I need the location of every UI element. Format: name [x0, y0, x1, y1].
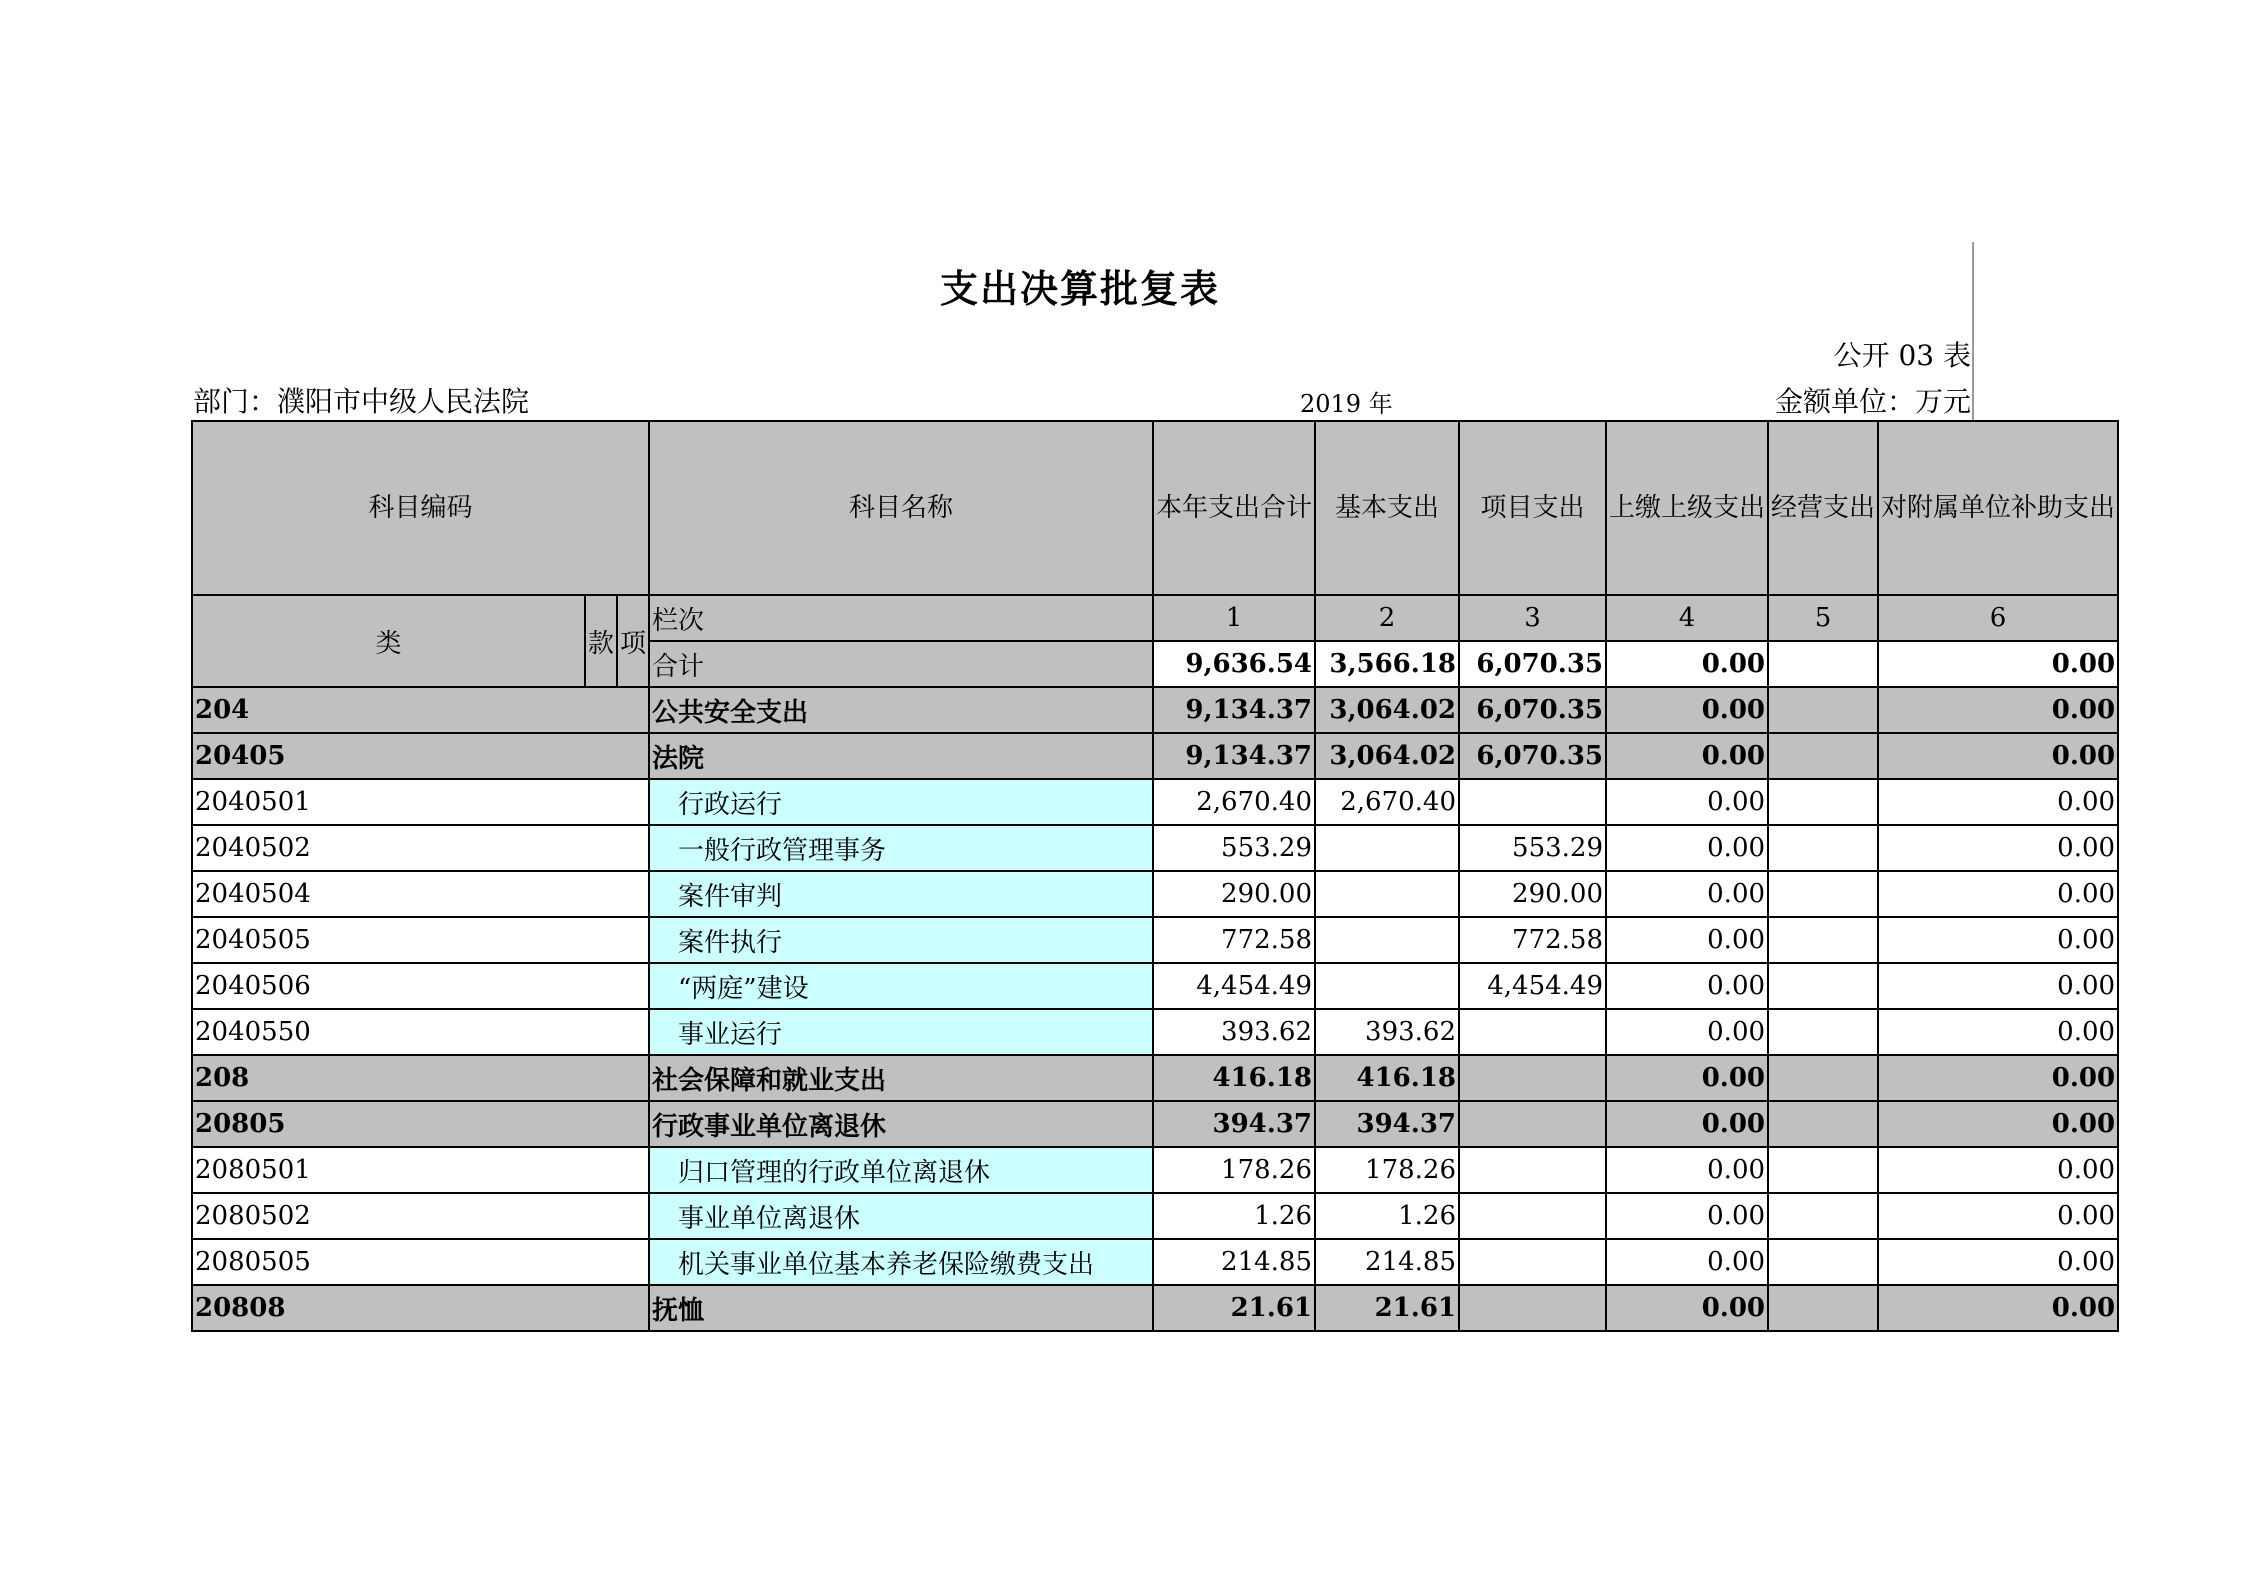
- row-code: 2040502: [192, 825, 649, 871]
- row-upper: 0.00: [1606, 779, 1768, 825]
- header-basic: 基本支出: [1315, 421, 1459, 595]
- row-basic: 2,670.40: [1315, 779, 1459, 825]
- row-total: 416.18: [1153, 1055, 1315, 1101]
- header-upper: 上缴上级支出: [1606, 421, 1768, 595]
- row-total: 214.85: [1153, 1239, 1315, 1285]
- department-label: 部门：濮阳市中级人民法院: [193, 385, 530, 418]
- row-business: [1768, 733, 1878, 779]
- row-project: [1459, 1147, 1606, 1193]
- header-subsidy: 对附属单位补助支出: [1878, 421, 2118, 595]
- table-row: [192, 917, 2118, 963]
- row-subsidy: 0.00: [1878, 1009, 2118, 1055]
- header-code: 科目编码: [192, 421, 649, 595]
- row-project: 772.58: [1459, 917, 1606, 963]
- row-basic: 3,064.02: [1315, 733, 1459, 779]
- page-title: 支出决算批复表: [939, 267, 1220, 311]
- row-code: 2040550: [192, 1009, 649, 1055]
- row-upper: 0.00: [1606, 733, 1768, 779]
- row-subsidy: 0.00: [1878, 1147, 2118, 1193]
- row-subsidy: 0.00: [1878, 779, 2118, 825]
- row-code: 20805: [192, 1101, 649, 1147]
- table-row: [192, 963, 2118, 1009]
- row-upper: 0.00: [1606, 1239, 1768, 1285]
- total-upper: 0.00: [1606, 641, 1768, 687]
- column-index-row: [192, 595, 2118, 641]
- row-code: 2040504: [192, 871, 649, 917]
- row-business: [1768, 1239, 1878, 1285]
- row-project: 6,070.35: [1459, 733, 1606, 779]
- row-business: [1768, 1055, 1878, 1101]
- row-name: 案件执行: [649, 917, 1153, 963]
- header-row: [192, 421, 2118, 595]
- row-business: [1768, 1101, 1878, 1147]
- row-subsidy: 0.00: [1878, 1193, 2118, 1239]
- row-project: [1459, 1285, 1606, 1331]
- table-row: [192, 1285, 2118, 1331]
- row-project: [1459, 1239, 1606, 1285]
- row-name: 行政运行: [649, 779, 1153, 825]
- total-total: 9,636.54: [1153, 641, 1315, 687]
- table-row: [192, 733, 2118, 779]
- row-subsidy: 0.00: [1878, 917, 2118, 963]
- header-name: 科目名称: [649, 421, 1153, 595]
- row-basic: 178.26: [1315, 1147, 1459, 1193]
- row-subsidy: 0.00: [1878, 1055, 2118, 1101]
- row-project: 290.00: [1459, 871, 1606, 917]
- col-index-6: 6: [1878, 595, 2118, 641]
- row-code: 204: [192, 687, 649, 733]
- row-project: [1459, 1101, 1606, 1147]
- row-upper: 0.00: [1606, 963, 1768, 1009]
- total-label: 合计: [649, 641, 1153, 687]
- header-lei: 类: [192, 595, 585, 687]
- row-subsidy: 0.00: [1878, 1101, 2118, 1147]
- row-total: 9,134.37: [1153, 687, 1315, 733]
- row-upper: 0.00: [1606, 825, 1768, 871]
- header-lanci: 栏次: [649, 595, 1153, 641]
- row-name: 机关事业单位基本养老保险缴费支出: [649, 1239, 1153, 1285]
- row-code: 208: [192, 1055, 649, 1101]
- row-total: 553.29: [1153, 825, 1315, 871]
- row-code: 2080505: [192, 1239, 649, 1285]
- row-project: [1459, 1055, 1606, 1101]
- row-project: [1459, 1009, 1606, 1055]
- row-basic: [1315, 917, 1459, 963]
- row-code: 2040501: [192, 779, 649, 825]
- row-basic: [1315, 871, 1459, 917]
- row-business: [1768, 917, 1878, 963]
- row-total: 1.26: [1153, 1193, 1315, 1239]
- row-name: 公共安全支出: [649, 687, 1153, 733]
- row-subsidy: 0.00: [1878, 1285, 2118, 1331]
- row-total: 4,454.49: [1153, 963, 1315, 1009]
- row-upper: 0.00: [1606, 1147, 1768, 1193]
- row-upper: 0.00: [1606, 871, 1768, 917]
- row-basic: 1.26: [1315, 1193, 1459, 1239]
- table-row: [192, 825, 2118, 871]
- total-subsidy: 0.00: [1878, 641, 2118, 687]
- row-business: [1768, 1285, 1878, 1331]
- expenditure-table: [191, 420, 2119, 1332]
- row-project: [1459, 1193, 1606, 1239]
- header-business: 经营支出: [1768, 421, 1878, 595]
- table-row: [192, 779, 2118, 825]
- col-index-4: 4: [1606, 595, 1768, 641]
- header-kuan: 款: [585, 595, 617, 687]
- header-project: 项目支出: [1459, 421, 1606, 595]
- row-subsidy: 0.00: [1878, 871, 2118, 917]
- table-row: [192, 1239, 2118, 1285]
- row-name: 事业运行: [649, 1009, 1153, 1055]
- row-upper: 0.00: [1606, 1055, 1768, 1101]
- table-row: [192, 1193, 2118, 1239]
- table-row: [192, 1101, 2118, 1147]
- row-code: 2080502: [192, 1193, 649, 1239]
- year-label: 2019 年: [1300, 390, 1393, 418]
- row-basic: 393.62: [1315, 1009, 1459, 1055]
- table-row: [192, 871, 2118, 917]
- row-code: 20808: [192, 1285, 649, 1331]
- amount-unit-label: 金额单位：万元: [1774, 385, 1971, 418]
- col-index-3: 3: [1459, 595, 1606, 641]
- row-project: 553.29: [1459, 825, 1606, 871]
- row-upper: 0.00: [1606, 687, 1768, 733]
- divider-line: [1972, 242, 1974, 422]
- row-subsidy: 0.00: [1878, 1239, 2118, 1285]
- row-total: 178.26: [1153, 1147, 1315, 1193]
- row-total: 21.61: [1153, 1285, 1315, 1331]
- row-subsidy: 0.00: [1878, 825, 2118, 871]
- row-code: 2080501: [192, 1147, 649, 1193]
- table-row: [192, 1055, 2118, 1101]
- row-business: [1768, 963, 1878, 1009]
- row-basic: 394.37: [1315, 1101, 1459, 1147]
- row-subsidy: 0.00: [1878, 963, 2118, 1009]
- row-name: 社会保障和就业支出: [649, 1055, 1153, 1101]
- row-basic: 214.85: [1315, 1239, 1459, 1285]
- row-basic: 416.18: [1315, 1055, 1459, 1101]
- form-number: 公开 03 表: [1833, 339, 1971, 372]
- col-index-2: 2: [1315, 595, 1459, 641]
- row-name: 行政事业单位离退休: [649, 1101, 1153, 1147]
- row-upper: 0.00: [1606, 1009, 1768, 1055]
- row-name: 抚恤: [649, 1285, 1153, 1331]
- row-name: 一般行政管理事务: [649, 825, 1153, 871]
- row-upper: 0.00: [1606, 1101, 1768, 1147]
- row-name: 归口管理的行政单位离退休: [649, 1147, 1153, 1193]
- row-total: 9,134.37: [1153, 733, 1315, 779]
- row-total: 393.62: [1153, 1009, 1315, 1055]
- row-total: 772.58: [1153, 917, 1315, 963]
- row-business: [1768, 687, 1878, 733]
- col-index-1: 1: [1153, 595, 1315, 641]
- row-code: 2040505: [192, 917, 649, 963]
- row-basic: 3,064.02: [1315, 687, 1459, 733]
- row-business: [1768, 1193, 1878, 1239]
- row-business: [1768, 779, 1878, 825]
- row-project: 6,070.35: [1459, 687, 1606, 733]
- row-project: [1459, 779, 1606, 825]
- header-xiang: 项: [617, 595, 649, 687]
- row-upper: 0.00: [1606, 1285, 1768, 1331]
- row-upper: 0.00: [1606, 1193, 1768, 1239]
- row-name: 法院: [649, 733, 1153, 779]
- header-total: 本年支出合计: [1153, 421, 1315, 595]
- row-subsidy: 0.00: [1878, 733, 2118, 779]
- row-basic: [1315, 825, 1459, 871]
- row-business: [1768, 1147, 1878, 1193]
- row-total: 2,670.40: [1153, 779, 1315, 825]
- col-index-5: 5: [1768, 595, 1878, 641]
- row-subsidy: 0.00: [1878, 687, 2118, 733]
- table-row: [192, 1147, 2118, 1193]
- row-business: [1768, 871, 1878, 917]
- row-code: 20405: [192, 733, 649, 779]
- total-business: [1768, 641, 1878, 687]
- total-basic: 3,566.18: [1315, 641, 1459, 687]
- row-basic: [1315, 963, 1459, 1009]
- row-name: 案件审判: [649, 871, 1153, 917]
- row-project: 4,454.49: [1459, 963, 1606, 1009]
- row-business: [1768, 825, 1878, 871]
- row-total: 290.00: [1153, 871, 1315, 917]
- row-code: 2040506: [192, 963, 649, 1009]
- table-row: [192, 687, 2118, 733]
- row-name: 事业单位离退休: [649, 1193, 1153, 1239]
- table-row: [192, 1009, 2118, 1055]
- total-project: 6,070.35: [1459, 641, 1606, 687]
- row-upper: 0.00: [1606, 917, 1768, 963]
- row-basic: 21.61: [1315, 1285, 1459, 1331]
- row-name: “两庭”建设: [649, 963, 1153, 1009]
- row-business: [1768, 1009, 1878, 1055]
- row-total: 394.37: [1153, 1101, 1315, 1147]
